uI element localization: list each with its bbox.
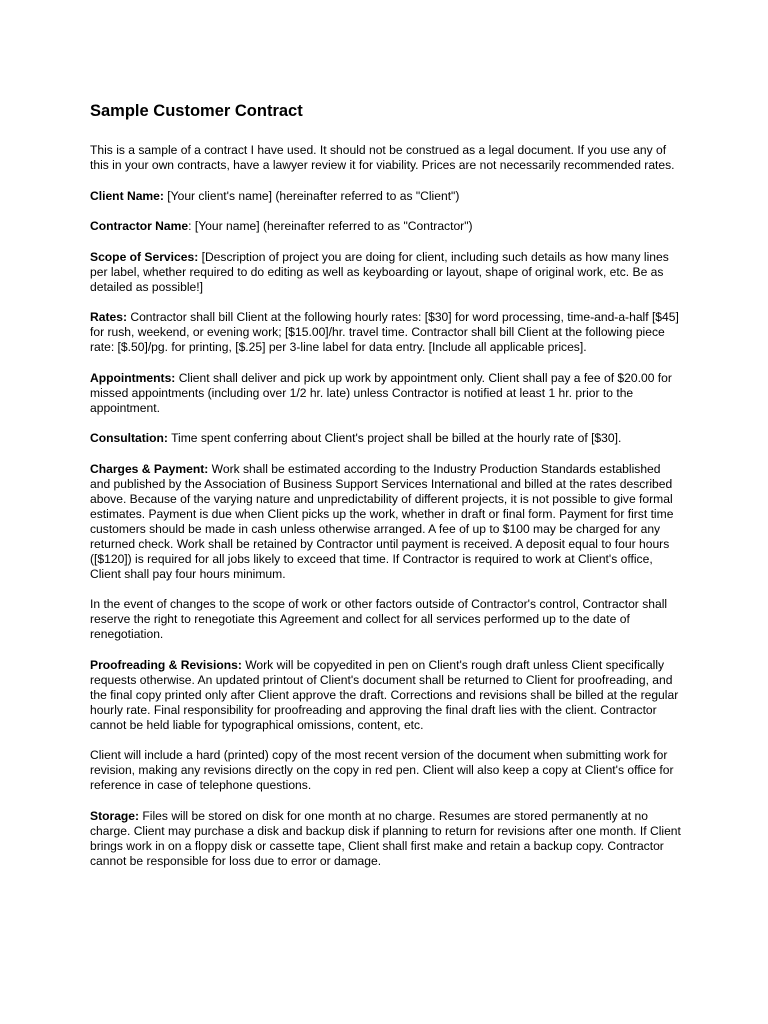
section-text: Files will be stored on disk for one month at no charge. Resumes are stored permanently at no charge. Client may purchase a disk and backup disk if planning to return for revisions after one month. If Client brings work in on a floppy disk or cassette tape, Client shall first make and retain a backup copy. Contractor cannot be responsible for loss due to error or damage. xyxy=(90,808,681,868)
section-rates xyxy=(90,310,682,355)
section-text: Time spent conferring about Client's project shall be billed at the hourly rate of [$30]. xyxy=(167,431,622,445)
section-label: Storage: xyxy=(90,808,140,823)
section-charges-payment xyxy=(90,462,682,582)
section-hard-copy xyxy=(90,748,682,793)
section-text: Contractor shall bill Client at the following hourly rates: [$30] for word processing, time-and-a-half [$45] for rush, weekend, or evening work; [$15.00]/hr. travel time. Contractor shall bill Client at the following piece rate: [$.50]/pg. for printing, [$.25] per 3-line label for data entry. [Include all applicable prices]. xyxy=(90,310,679,354)
section-text: Work will be copyedited in pen on Client's rough draft unless Client specifically requests otherwise. An updated printout of Client's document shall be returned to Client for proofreading, and the final copy printed only after Client approve the draft. Corrections and revisions shall be billed at the regular hourly rate. Final responsibility for proofreading and approving the final draft lies with the client. Contractor cannot be held liable for typographical omissions, content, etc. xyxy=(90,657,679,732)
section-label: Rates: xyxy=(90,310,127,324)
section-contractor-name xyxy=(90,219,682,234)
section-label: Contractor Name xyxy=(90,219,189,233)
section-label: Proofreading & Revisions: xyxy=(90,657,242,672)
section-appointments xyxy=(90,371,682,416)
section-text: Work shall be estimated according to the Industry Production Standards established and published by the Association of Business Support Services International and billed at the rates described above. Because of the varying nature and unpredictability of different projects, it is not possible to give formal estimates. Payment is due when Client picks up the work, whether in draft or final form. Payment for first time customers should be made in cash unless otherwise arranged. A fee of up to $100 may be charged for any returned check. Work shall be retained by Contractor until payment is received. A deposit equal to four hours ([$120]) is required for all jobs likely to exceed that time. If Contractor is required to work at Client's office, Client shall pay four hours minimum. xyxy=(90,461,674,581)
section-proofreading-revisions xyxy=(90,658,682,733)
document-page xyxy=(90,101,682,884)
section-text: : [Your name] (hereinafter referred to as "Contractor") xyxy=(188,219,473,233)
section-text: Client will include a hard (printed) copy of the most recent version of the document when submitting work for revision, making any revisions directly on the copy in red pen. Client will also keep a copy at Client's office for reference in case of telephone questions. xyxy=(90,748,674,792)
section-scope-of-services xyxy=(90,250,682,295)
section-client-name xyxy=(90,189,682,204)
section-text: [Description of project you are doing for client, including such details as how many lines per label, whether required to do editing as well as keyboarding or layout, shape of original work, etc. Be as detailed as possible!] xyxy=(90,249,669,294)
section-text: Client shall deliver and pick up work by appointment only. Client shall pay a fee of $20.00 for missed appointments (including over 1/2 hr. late) unless Contractor is notified at least 1 hr. prior to the appointment. xyxy=(90,370,672,415)
document-title: Sample Customer Contract xyxy=(90,102,303,120)
section-consultation xyxy=(90,431,682,446)
section-label: Charges & Payment: xyxy=(90,461,209,476)
section-storage xyxy=(90,809,682,869)
section-label: Scope of Services: xyxy=(90,249,199,264)
section-label: Appointments: xyxy=(90,370,176,385)
section-text: In the event of changes to the scope of work or other factors outside of Contractor's control, Contractor shall reserve the right to renegotiate this Agreement and collect for all services performed up to the date of renegotiation. xyxy=(90,597,668,641)
section-label: Consultation: xyxy=(90,431,168,445)
section-text: [Your client's name] (hereinafter referred to as "Client") xyxy=(163,188,460,203)
section-label: Client Name: xyxy=(90,188,164,203)
section-renegotiation xyxy=(90,597,682,642)
intro-paragraph: This is a sample of a contract I have used. It should not be construed as a legal document. If you use any of this in your own contracts, have a lawyer review it for viability. Prices are not necessarily recommended rates. xyxy=(90,143,675,172)
